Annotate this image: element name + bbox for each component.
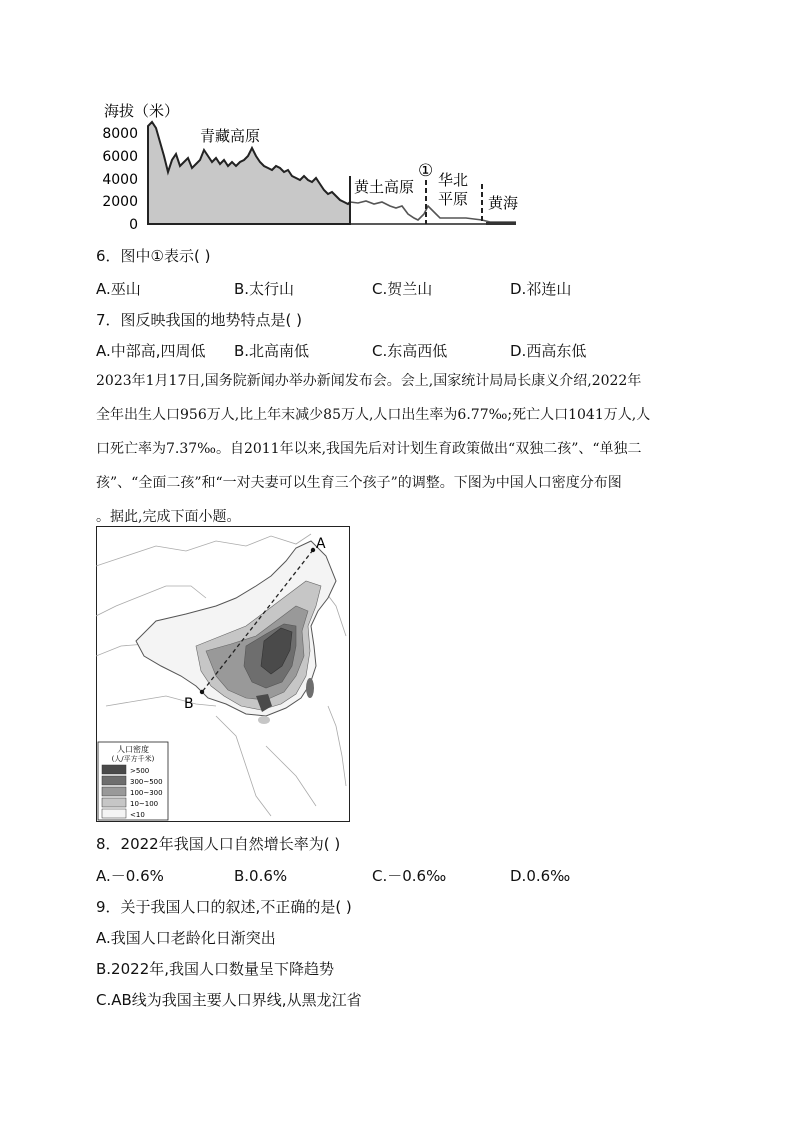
legend-swatch-1	[102, 765, 126, 774]
point-b-dot	[200, 690, 204, 694]
legend-label-1: >500	[130, 767, 150, 775]
q7-option-d[interactable]: D.西高东低	[510, 342, 587, 360]
q9-option-c[interactable]: C.AB线为我国主要人口界线,从黑龙江省	[96, 991, 362, 1009]
question-9-stem: 9．关于我国人口的叙述,不正确的是( )	[96, 898, 352, 916]
legend-label-2: 300~500	[130, 778, 163, 786]
q7-option-c[interactable]: C.东高西低	[372, 342, 448, 360]
passage-line-1: 2023年1月17日,国务院新闻办举办新闻发布会。会上,国家统计局局长康义介绍,2022年	[96, 373, 642, 389]
q9-option-a[interactable]: A.我国人口老龄化日渐突出	[96, 929, 276, 947]
point-a-dot	[311, 548, 315, 552]
question-7-stem: 7．图反映我国的地势特点是( )	[96, 311, 303, 329]
q8-option-b[interactable]: B.0.6%	[234, 867, 288, 885]
region-huabei-2: 平原	[438, 190, 469, 208]
question-8-stem: 8．2022年我国人口自然增长率为( )	[96, 835, 341, 853]
q7-option-a[interactable]: A.中部高,四周低	[96, 342, 206, 360]
region-huangtu: 黄土高原	[354, 178, 415, 196]
passage-line-5: 。据此,完成下面小题。	[96, 509, 241, 525]
passage-line-3: 口死亡率为7.37‰。自2011年以来,我国先后对计划生育政策做出“双独二孩”、“单独二	[96, 441, 642, 457]
marker-circle-1: ①	[418, 161, 434, 181]
q8-option-c[interactable]: C.－0.6‰	[372, 867, 447, 885]
q6-option-d[interactable]: D.祁连山	[510, 280, 572, 298]
point-a-label: A	[316, 536, 326, 552]
y-tick-0: 0	[129, 217, 138, 233]
legend-label-4: 10~100	[130, 800, 159, 808]
legend-swatch-4	[102, 798, 126, 807]
q6-option-c[interactable]: C.贺兰山	[372, 280, 433, 298]
legend-swatch-5	[102, 809, 126, 818]
q6-option-b[interactable]: B.太行山	[234, 280, 295, 298]
passage-line-2: 全年出生人口956万人,比上年末减少85万人,人口出生率为6.77‰;死亡人口1041万人,人	[96, 407, 651, 423]
point-b-label: B	[184, 696, 194, 712]
q7-option-b[interactable]: B.北高南低	[234, 342, 310, 360]
terrain-profile-chart	[96, 96, 536, 236]
legend-label-5: <10	[130, 811, 145, 819]
reading-passage	[96, 370, 706, 540]
region-huanghai: 黄海	[488, 194, 519, 212]
taiwan-island	[306, 678, 314, 698]
legend-label-3: 100~300	[130, 789, 163, 797]
legend-swatch-2	[102, 776, 126, 785]
y-axis-label: 海拔（米）	[104, 102, 180, 120]
y-tick-4000: 4000	[102, 172, 138, 188]
legend-swatch-3	[102, 787, 126, 796]
population-density-map	[96, 526, 350, 822]
legend-title-1: 人口密度	[117, 745, 149, 754]
q8-option-a[interactable]: A.－0.6%	[96, 867, 164, 885]
region-qingzang: 青藏高原	[200, 127, 261, 145]
legend-title-2: (人/平方千米)	[111, 755, 155, 763]
sea-band	[486, 222, 516, 225]
q6-option-a[interactable]: A.巫山	[96, 280, 141, 298]
y-tick-8000: 8000	[102, 126, 138, 142]
q8-option-d[interactable]: D.0.6‰	[510, 867, 571, 885]
question-6-stem: 6．图中①表示( )	[96, 247, 211, 265]
y-tick-2000: 2000	[102, 194, 138, 210]
y-tick-6000: 6000	[102, 149, 138, 165]
q9-option-b[interactable]: B.2022年,我国人口数量呈下降趋势	[96, 960, 335, 978]
passage-line-4: 孩”、“全面二孩”和“一对夫妻可以生育三个孩子”的调整。下图为中国人口密度分布图	[96, 475, 622, 491]
region-huabei-1: 华北	[438, 171, 469, 189]
map-legend	[98, 742, 168, 820]
hainan-island	[258, 716, 270, 724]
